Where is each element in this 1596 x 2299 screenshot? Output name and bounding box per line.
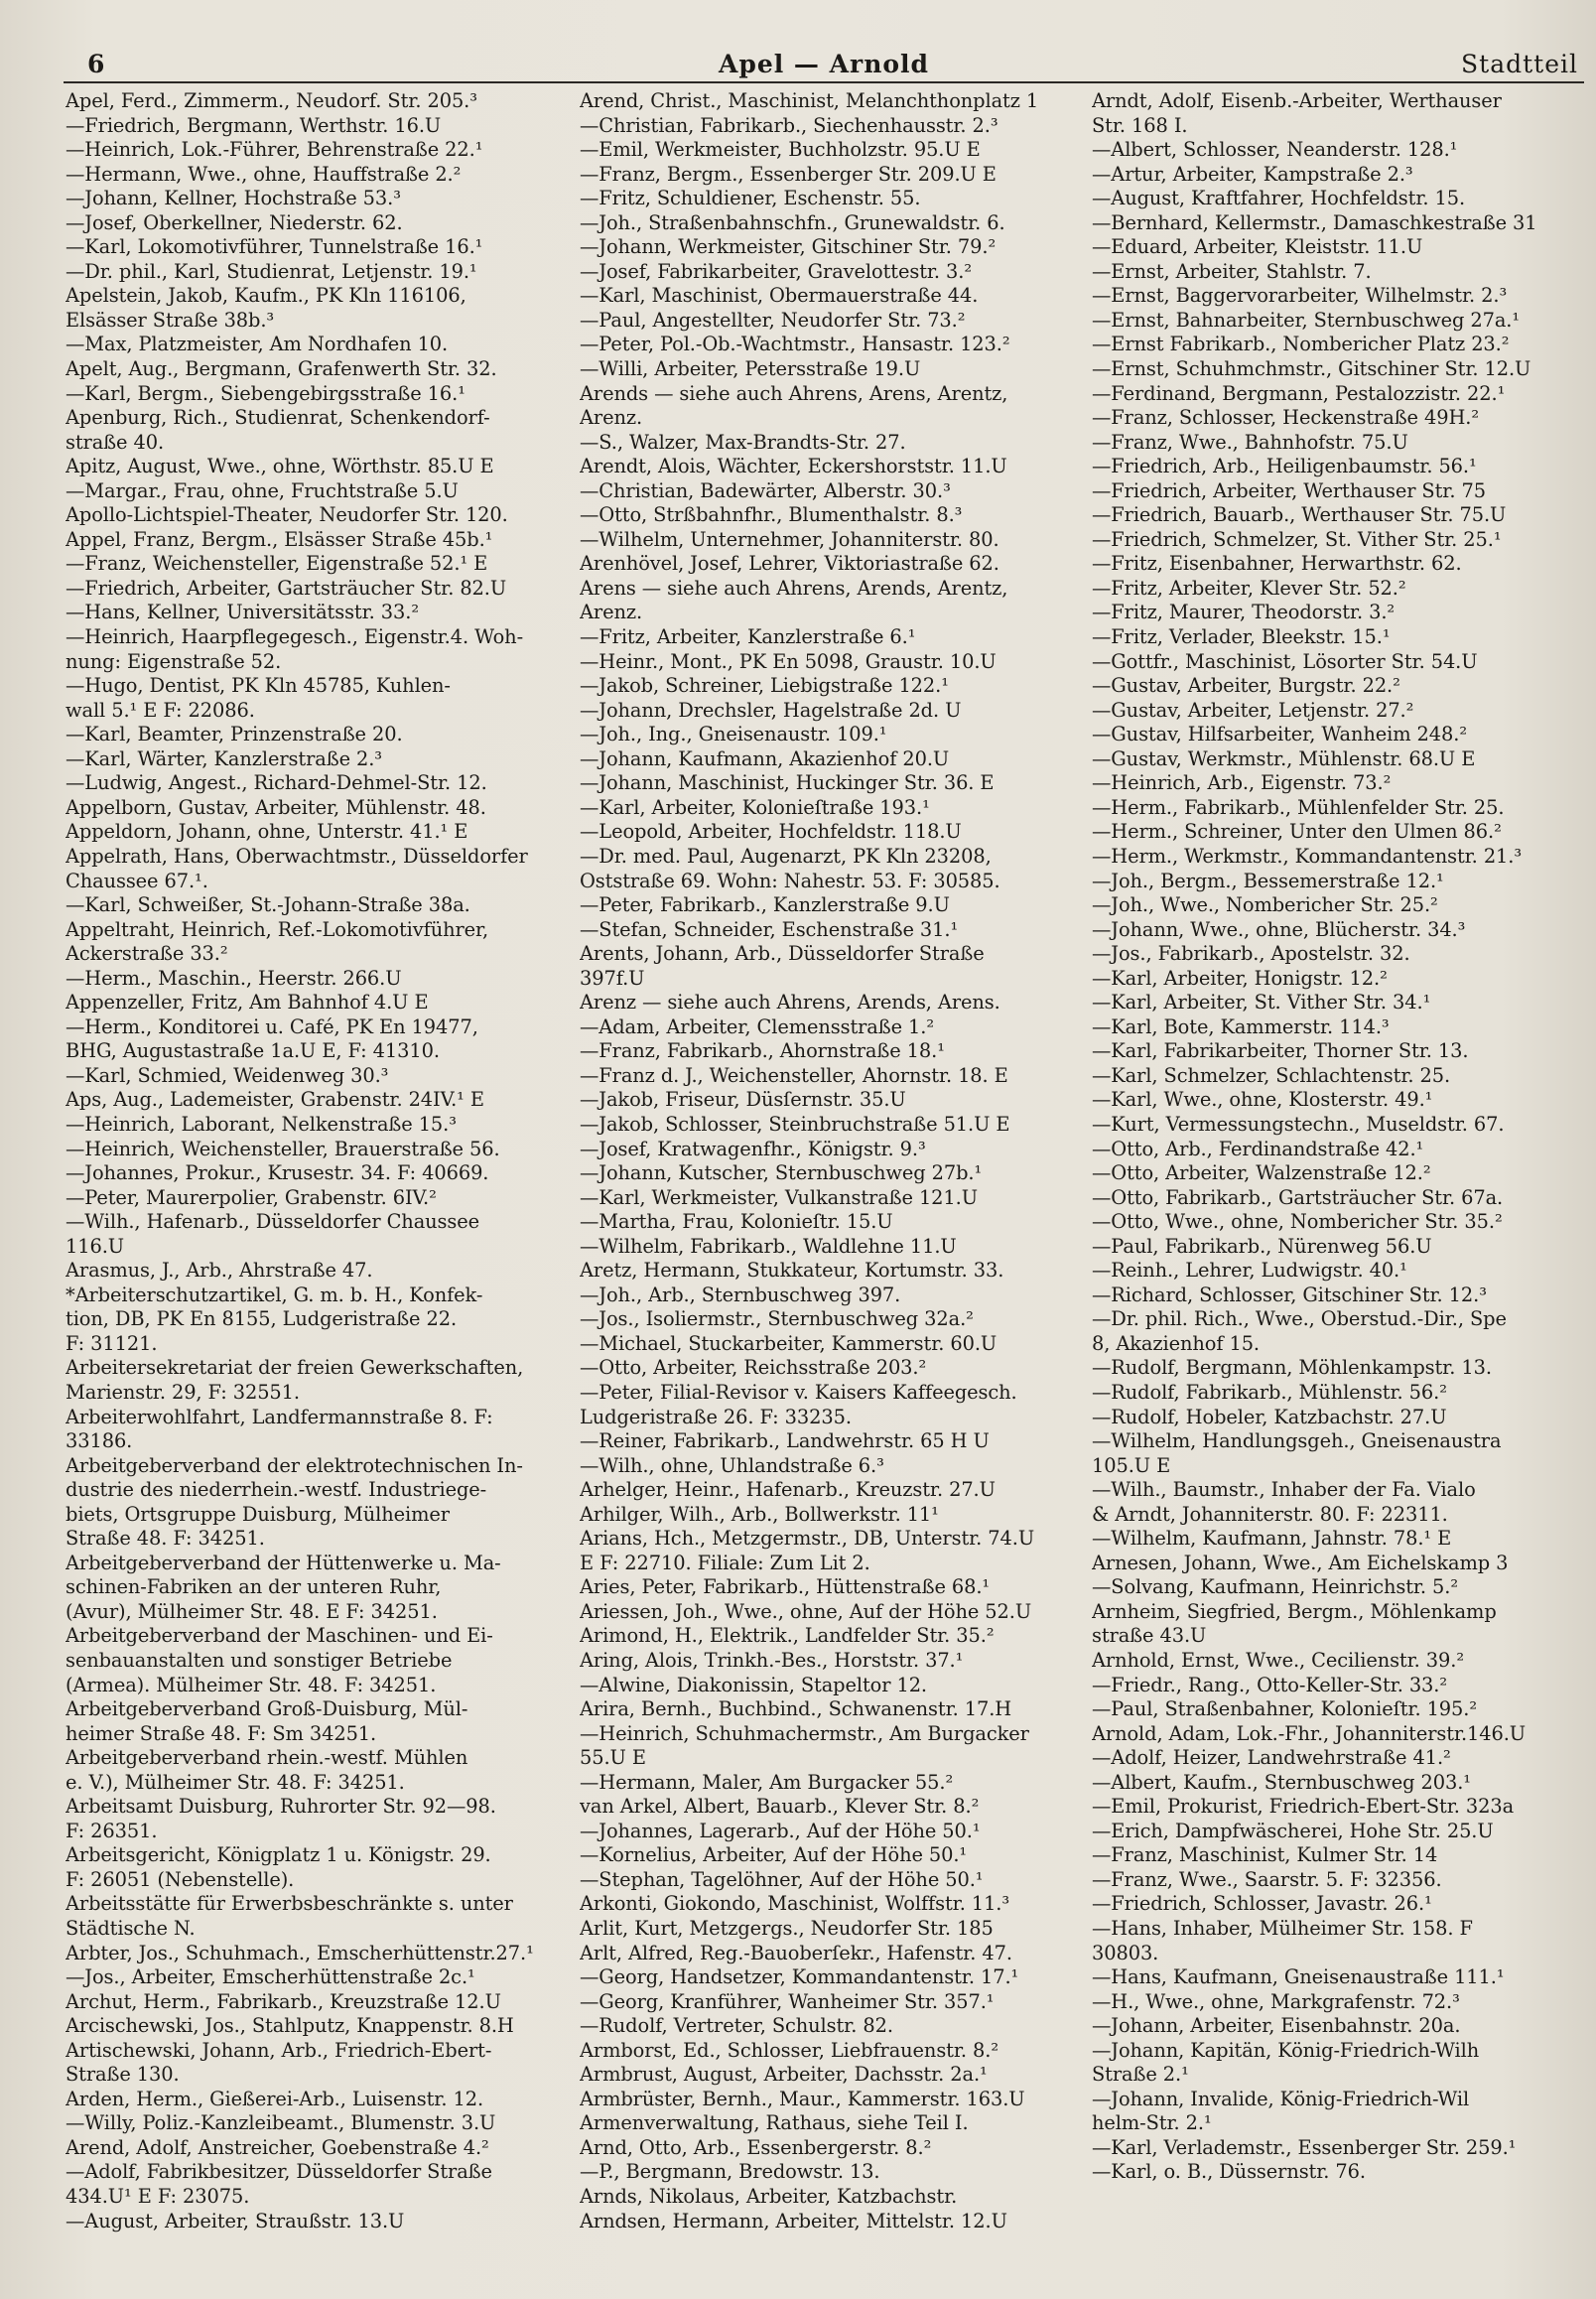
- directory-entry-line: Arnhold, Ernst, Wwe., Cecilienstr. 39.²: [1092, 1649, 1465, 1672]
- directory-entry-line: —Paul, Angestellter, Neudorfer Str. 73.²: [580, 308, 966, 332]
- directory-entry-line: —H., Wwe., ohne, Markgrafenstr. 72.³: [1092, 1989, 1460, 2013]
- directory-entry-line: Straße 48. F: 34251.: [66, 1527, 265, 1551]
- directory-entry-line: —Heinrich, Arb., Eigenstr. 73.²: [1092, 771, 1392, 795]
- directory-entry-line: Arians, Hch., Metzgermstr., DB, Unterstr. 74.U: [580, 1527, 1035, 1551]
- directory-entry-line: —Fritz, Maurer, Theodorstr. 3.²: [1092, 601, 1396, 624]
- directory-entry-line: straße 40.: [66, 430, 165, 454]
- directory-entry-line: —Max, Platzmeister, Am Nordhafen 10.: [66, 333, 449, 356]
- directory-entry-line: —Hermann, Maler, Am Burgacker 55.²: [580, 1770, 954, 1794]
- directory-entry-line: —Dr. phil. Rich., Wwe., Oberstud.-Dir., Spe: [1092, 1307, 1507, 1331]
- directory-entry-line: Armborst, Ed., Schlosser, Liebfrauenstr. 8.²: [580, 2038, 999, 2062]
- directory-entry-line: Appeldorn, Johann, ohne, Unterstr. 41.¹ E: [66, 820, 468, 844]
- directory-entry-line: —Friedr., Rang., Otto-Keller-Str. 33.²: [1092, 1673, 1448, 1696]
- directory-entry-line: —Heinrich, Haarpflegegesch., Eigenstr.4. Woh-: [66, 625, 524, 649]
- directory-entry-line: F: 26051 (Nebenstelle).: [66, 1867, 295, 1891]
- directory-entry-line: —Karl, Schmelzer, Schlachtenstr. 25.: [1092, 1063, 1451, 1087]
- directory-entry-line: —Stefan, Schneider, Eschenstraße 31.¹: [580, 917, 959, 941]
- directory-entry-line: Ariessen, Joh., Wwe., ohne, Auf der Höhe 52.U: [580, 1599, 1032, 1623]
- directory-entry-line: —Johannes, Prokur., Krusestr. 34. F: 40669.: [66, 1161, 489, 1185]
- directory-entry-line: —Heinrich, Schuhmachermstr., Am Burgacker: [580, 1721, 1029, 1745]
- directory-entry-line: —Friedrich, Bergmann, Werthstr. 16.U: [66, 113, 442, 137]
- directory-entry-line: —Friedrich, Arbeiter, Werthauser Str. 75: [1092, 478, 1486, 502]
- directory-entry-line: Arbter, Jos., Schuhmach., Emscherhüttenstr.27.¹: [66, 1941, 534, 1964]
- directory-entry-line: —Johann, Invalide, König-Friedrich-Wil: [1092, 2087, 1470, 2110]
- directory-entry-line: —Karl, Bergm., Siebengebirgsstraße 16.¹: [66, 381, 466, 405]
- directory-entry-line: —Richard, Schlosser, Gitschiner Str. 12.³: [1092, 1283, 1487, 1306]
- page-number: 6: [87, 50, 105, 78]
- directory-entry-line: *Arbeiterschutzartikel, G. m. b. H., Konfek-: [66, 1283, 483, 1306]
- directory-entry-line: —Hermann, Wwe., ohne, Hauffstraße 2.²: [66, 162, 462, 186]
- directory-entry-line: straße 43.U: [1092, 1624, 1207, 1648]
- directory-entry-line: —Wilh., ohne, Uhlandstraße 6.³: [580, 1453, 884, 1477]
- directory-entry-line: —Dr. med. Paul, Augenarzt, PK Kln 23208,: [580, 844, 992, 868]
- directory-entry-line: Armbrust, August, Arbeiter, Dachsstr. 2a.¹: [580, 2063, 988, 2087]
- directory-entry-line: —Hans, Kellner, Universitätsstr. 33.²: [66, 601, 420, 624]
- directory-entry-line: —Josef, Kratwagenfhr., Königstr. 9.³: [580, 1137, 926, 1160]
- directory-entry-line: Arbeitgeberverband der Hüttenwerke u. Ma-: [66, 1551, 501, 1574]
- directory-entry-line: —Johann, Kaufmann, Akazienhof 20.U: [580, 746, 950, 770]
- directory-entry-line: —Karl, Arbeiter, Kolonieſtraße 193.¹: [580, 795, 930, 819]
- directory-entry-line: —Franz, Fabrikarb., Ahornstraße 18.¹: [580, 1039, 945, 1063]
- directory-entry-line: Appelborn, Gustav, Arbeiter, Mühlenstr. 48.: [66, 795, 486, 819]
- directory-entry-line: —Ernst, Schuhmchmstr., Gitschiner Str. 12.U: [1092, 357, 1531, 381]
- directory-entry-line: —Johann, Kellner, Hochstraße 53.³: [66, 187, 401, 210]
- directory-entry-line: Arenhövel, Josef, Lehrer, Viktoriastraße 62.: [580, 552, 999, 576]
- directory-entry-line: —Herm., Werkmstr., Kommandantenstr. 21.³: [1092, 844, 1523, 868]
- directory-entry-line: —Wilhelm, Fabrikarb., Waldlehne 11.U: [580, 1234, 957, 1258]
- directory-entry-line: —Wilhelm, Kaufmann, Jahnstr. 78.¹ E: [1092, 1527, 1452, 1551]
- directory-entry-line: Armbrüster, Bernh., Maur., Kammerstr. 163.U: [580, 2087, 1025, 2110]
- directory-entry-line: —Herm., Konditorei u. Café, PK En 19477,: [66, 1014, 478, 1038]
- directory-entry-line: Arenz — siehe auch Ahrens, Arends, Arens.: [580, 991, 1000, 1014]
- directory-entry-line: —Friedrich, Schlosser, Javastr. 26.¹: [1092, 1892, 1432, 1916]
- directory-entry-line: —Martha, Frau, Kolonieſtr. 15.U: [580, 1210, 893, 1234]
- directory-entry-line: —Christian, Badewärter, Alberstr. 30.³: [580, 478, 951, 502]
- directory-entry-line: —Karl, Schmied, Weidenweg 30.³: [66, 1063, 389, 1087]
- directory-entry-line: —Emil, Prokurist, Friedrich-Ebert-Str. 323a: [1092, 1795, 1515, 1819]
- directory-entry-line: Arhilger, Wilh., Arb., Bollwerkstr. 11¹: [580, 1502, 939, 1526]
- directory-entry-line: —Wilhelm, Handlungsgeh., Gneisenaustra: [1092, 1429, 1502, 1453]
- directory-entry-line: —August, Kraftfahrer, Hochfeldstr. 15.: [1092, 187, 1466, 210]
- directory-entry-line: —Ernst Fabrikarb., Nombericher Platz 23.²: [1092, 333, 1510, 356]
- directory-entry-line: Arcischewski, Jos., Stahlputz, Knappenstr. 8.H: [66, 2014, 514, 2038]
- directory-entry-line: —Joh., Straßenbahnschfn., Grunewaldstr. 6.: [580, 210, 1005, 234]
- directory-entry-line: Arkonti, Giokondo, Maschinist, Wolffstr. 11.³: [580, 1892, 1010, 1916]
- directory-entry-line: —Peter, Maurerpolier, Grabenstr. 6IV.²: [66, 1185, 437, 1209]
- directory-entry-line: Arbeitsgericht, Königplatz 1 u. Königstr. 29.: [66, 1843, 491, 1867]
- directory-entry-line: 30803.: [1092, 1941, 1159, 1964]
- directory-entry-line: E F: 22710. Filiale: Zum Lit 2.: [580, 1551, 870, 1574]
- directory-entry-line: —Karl, Fabrikarbeiter, Thorner Str. 13.: [1092, 1039, 1469, 1063]
- directory-entry-line: —Hans, Kaufmann, Gneisenaustraße 111.¹: [1092, 1965, 1505, 1989]
- directory-entry-line: —Eduard, Arbeiter, Kleiststr. 11.U: [1092, 235, 1423, 259]
- directory-entry-line: —Hugo, Dentist, PK Kln 45785, Kuhlen-: [66, 674, 451, 698]
- directory-entry-line: Straße 130.: [66, 2063, 180, 2087]
- directory-entry-line: —Peter, Fabrikarb., Kanzlerstraße 9.U: [580, 893, 950, 917]
- directory-entry-line: —Fritz, Eisenbahner, Herwarthstr. 62.: [1092, 552, 1462, 576]
- directory-entry-line: Aries, Peter, Fabrikarb., Hüttenstraße 68.¹: [580, 1575, 991, 1599]
- directory-entry-line: Arens — siehe auch Ahrens, Arends, Arentz,: [580, 576, 1008, 600]
- directory-entry-line: Arndt, Adolf, Eisenb.-Arbeiter, Werthauser: [1092, 89, 1502, 112]
- directory-entry-line: Elsässer Straße 38b.³: [66, 308, 275, 332]
- directory-entry-line: Arenz.: [580, 601, 643, 624]
- directory-entry-line: —Karl, Beamter, Prinzenstraße 20.: [66, 723, 403, 746]
- directory-entry-line: —Willy, Poliz.-Kanzleibeamt., Blumenstr. 3.U: [66, 2111, 496, 2135]
- directory-entry-line: Arend, Christ., Maschinist, Melanchthonplatz 1: [580, 89, 1039, 112]
- directory-entry-line: —Kurt, Vermessungstechn., Museldstr. 67.: [1092, 1112, 1505, 1136]
- directory-entry-line: —Adam, Arbeiter, Clemensstraße 1.²: [580, 1014, 935, 1038]
- directory-entry-line: Archut, Herm., Fabrikarb., Kreuzstraße 12.U: [66, 1989, 501, 2013]
- directory-entry-line: —Jakob, Friseur, Düsſernstr. 35.U: [580, 1088, 906, 1112]
- directory-entry-line: Arends — siehe auch Ahrens, Arens, Arentz,: [580, 381, 1008, 405]
- directory-entry-line: Apelstein, Jakob, Kaufm., PK Kln 116106,: [66, 284, 466, 308]
- directory-entry-line: Aring, Alois, Trinkh.-Bes., Horststr. 37.¹: [580, 1649, 964, 1672]
- directory-entry-line: Arbeitgeberverband Groß-Duisburg, Mül-: [66, 1697, 468, 1721]
- directory-entry-line: —Ernst, Bahnarbeiter, Sternbuschweg 27a.¹: [1092, 308, 1521, 332]
- directory-entry-line: —Joh., Bergm., Bessemerstraße 12.¹: [1092, 869, 1444, 892]
- directory-entry-line: —Karl, Arbeiter, Honigstr. 12.²: [1092, 966, 1388, 990]
- directory-entry-line: (Armea). Mülheimer Str. 48. F: 34251.: [66, 1673, 437, 1696]
- directory-entry-line: Arents, Johann, Arb., Düsseldorfer Straße: [580, 942, 985, 966]
- directory-entry-line: 434.U¹ E F: 23075.: [66, 2185, 250, 2209]
- directory-entry-line: —Heinrich, Laborant, Nelkenstraße 15.³: [66, 1112, 457, 1136]
- directory-entry-line: —Karl, Verlademstr., Essenberger Str. 259.¹: [1092, 2135, 1517, 2159]
- directory-entry-line: —Paul, Straßenbahner, Kolonieſtr. 195.²: [1092, 1697, 1478, 1721]
- directory-entry-line: —Friedrich, Schmelzer, St. Vither Str. 25.¹: [1092, 527, 1502, 551]
- directory-entry-line: —Karl, Wärter, Kanzlerstraße 2.³: [66, 746, 382, 770]
- directory-entry-line: 55.U E: [580, 1746, 646, 1770]
- directory-entry-line: Arnheim, Siegfried, Bergm., Möhlenkamp: [1092, 1599, 1497, 1623]
- directory-entry-line: —Rudolf, Hobeler, Katzbachstr. 27.U: [1092, 1405, 1447, 1428]
- directory-entry-line: —Herm., Fabrikarb., Mühlenfelder Str. 25.: [1092, 795, 1505, 819]
- directory-entry-line: wall 5.¹ E F: 22086.: [66, 698, 255, 722]
- column-3: [1092, 89, 1594, 2185]
- directory-entry-line: dustrie des niederrhein.-westf. Industriege-: [66, 1478, 487, 1502]
- directory-entry-line: —Karl, Wwe., ohne, Klosterstr. 49.¹: [1092, 1088, 1433, 1112]
- directory-entry-line: —Franz, Maschinist, Kulmer Str. 14: [1092, 1843, 1438, 1867]
- directory-entry-line: —Herm., Maschin., Heerstr. 266.U: [66, 966, 402, 990]
- directory-entry-line: —Peter, Filial-Revisor v. Kaisers Kaffeegesch.: [580, 1380, 1017, 1404]
- directory-entry-line: —Friedrich, Arb., Heiligenbaumstr. 56.¹: [1092, 455, 1477, 478]
- directory-entry-line: —Wilh., Baumstr., Inhaber der Fa. Vialo: [1092, 1478, 1476, 1502]
- column-1: [66, 89, 576, 2233]
- directory-entry-line: Ludgeristraße 26. F: 33235.: [580, 1405, 852, 1428]
- directory-entry-line: —Reiner, Fabrikarb., Landwehrstr. 65 H U: [580, 1429, 990, 1453]
- directory-entry-line: Arnold, Adam, Lok.-Fhr., Johanniterstr.146.U: [1092, 1721, 1527, 1745]
- directory-entry-line: —Johann, Kutscher, Sternbuschweg 27b.¹: [580, 1161, 983, 1185]
- directory-entry-line: 105.U E: [1092, 1453, 1171, 1477]
- directory-entry-line: —Albert, Schlosser, Neanderstr. 128.¹: [1092, 138, 1458, 162]
- directory-entry-line: —Stephan, Tagelöhner, Auf der Höhe 50.¹: [580, 1867, 984, 1891]
- directory-entry-line: Appeltraht, Heinrich, Ref.-Lokomotivführer,: [66, 917, 489, 941]
- directory-entry-line: —Otto, Fabrikarb., Gartsträucher Str. 67a.: [1092, 1185, 1504, 1209]
- directory-entry-line: —Johann, Maschinist, Huckinger Str. 36. E: [580, 771, 995, 795]
- directory-entry-line: —Adolf, Heizer, Landwehrstraße 41.²: [1092, 1746, 1451, 1770]
- directory-entry-line: —Johann, Kapitän, König-Friedrich-Wilh: [1092, 2038, 1480, 2062]
- directory-entry-line: —Willi, Arbeiter, Petersstraße 19.U: [580, 357, 921, 381]
- directory-entry-line: Appelrath, Hans, Oberwachtmstr., Düsseldorfer: [66, 844, 528, 868]
- directory-entry-line: —Dr. phil., Karl, Studienrat, Letjenstr. 19.¹: [66, 259, 477, 283]
- directory-entry-line: —Emil, Werkmeister, Buchholzstr. 95.U E: [580, 138, 981, 162]
- directory-entry-line: Städtische N.: [66, 1917, 196, 1941]
- directory-entry-line: —Heinr., Mont., PK En 5098, Graustr. 10.U: [580, 649, 997, 673]
- directory-entry-line: —Fritz, Schuldiener, Eschenstr. 55.: [580, 187, 921, 210]
- directory-entry-line: Str. 168 I.: [1092, 113, 1188, 137]
- directory-entry-line: Straße 2.¹: [1092, 2063, 1189, 2087]
- directory-entry-line: —Franz, Bergm., Essenberger Str. 209.U E: [580, 162, 997, 186]
- directory-entry-line: —Rudolf, Vertreter, Schulstr. 82.: [580, 2014, 893, 2038]
- directory-entry-line: Apitz, August, Wwe., ohne, Wörthstr. 85.U E: [66, 455, 494, 478]
- directory-entry-line: —Heinrich, Weichensteller, Brauerstraße 56.: [66, 1137, 500, 1160]
- directory-entry-line: Arasmus, J., Arb., Ahrstraße 47.: [66, 1259, 373, 1283]
- directory-entry-line: Marienstr. 29, F: 32551.: [66, 1380, 300, 1404]
- directory-entry-line: —Gustav, Arbeiter, Burgstr. 22.²: [1092, 674, 1400, 698]
- directory-entry-line: —Franz, Weichensteller, Eigenstraße 52.¹ E: [66, 552, 488, 576]
- directory-entry-line: —August, Arbeiter, Straußstr. 13.U: [66, 2209, 405, 2232]
- directory-entry-line: —Solvang, Kaufmann, Heinrichstr. 5.²: [1092, 1575, 1459, 1599]
- directory-entry-line: —Jos., Arbeiter, Emscherhüttenstraße 2c.¹: [66, 1965, 475, 1989]
- directory-entry-line: heimer Straße 48. F: Sm 34251.: [66, 1721, 377, 1745]
- directory-entry-line: Aretz, Hermann, Stukkateur, Kortumstr. 33.: [580, 1259, 1004, 1283]
- directory-entry-line: —Hans, Inhaber, Mülheimer Str. 158. F: [1092, 1917, 1473, 1941]
- directory-entry-line: —Josef, Oberkellner, Niederstr. 62.: [66, 210, 403, 234]
- directory-entry-line: —Adolf, Fabrikbesitzer, Düsseldorfer Straße: [66, 2160, 492, 2184]
- directory-entry-line: —S., Walzer, Max-Brandts-Str. 27.: [580, 430, 906, 454]
- directory-entry-line: Arden, Herm., Gießerei-Arb., Luisenstr. 12.: [66, 2087, 484, 2110]
- directory-entry-line: —Otto, Wwe., ohne, Nombericher Str. 35.²: [1092, 1210, 1503, 1234]
- directory-entry-line: —Otto, Arb., Ferdinandstraße 42.¹: [1092, 1137, 1424, 1160]
- section-label: Stadtteil: [1461, 50, 1578, 78]
- directory-entry-line: Artischewski, Johann, Arb., Friedrich-Ebert-: [66, 2038, 492, 2062]
- directory-entry-line: —Karl, Maschinist, Obermauerstraße 44.: [580, 284, 979, 308]
- directory-entry-line: —Ernst, Arbeiter, Stahlstr. 7.: [1092, 259, 1372, 283]
- directory-entry-line: Chaussee 67.¹.: [66, 869, 208, 892]
- directory-entry-line: —Gustav, Arbeiter, Letjenstr. 27.²: [1092, 698, 1414, 722]
- directory-entry-line: —Ludwig, Angest., Richard-Dehmel-Str. 12.: [66, 771, 487, 795]
- directory-entry-line: 116.U: [66, 1234, 125, 1258]
- directory-entry-line: —Reinh., Lehrer, Ludwigstr. 40.¹: [1092, 1259, 1407, 1283]
- directory-entry-line: Arndsen, Hermann, Arbeiter, Mittelstr. 12.U: [580, 2209, 1007, 2232]
- directory-entry-line: —Fritz, Arbeiter, Klever Str. 52.²: [1092, 576, 1406, 600]
- directory-entry-line: —Bernhard, Kellermstr., Damaschkestraße 31: [1092, 210, 1537, 234]
- directory-entry-line: Arira, Bernh., Buchbind., Schwanenstr. 17.H: [580, 1697, 1012, 1721]
- directory-entry-line: Arbeitgeberverband rhein.-westf. Mühlen: [66, 1746, 468, 1770]
- directory-entry-line: —Johann, Arbeiter, Eisenbahnstr. 20a.: [1092, 2014, 1461, 2038]
- directory-entry-line: —Friedrich, Bauarb., Werthauser Str. 75.U: [1092, 503, 1507, 527]
- directory-entry-line: Arbeitersekretariat der freien Gewerkschaften,: [66, 1356, 524, 1380]
- directory-entry-line: F: 26351.: [66, 1819, 158, 1842]
- directory-entry-line: biets, Ortsgruppe Duisburg, Mülheimer: [66, 1502, 450, 1526]
- directory-entry-line: —Karl, Bote, Kammerstr. 114.³: [1092, 1014, 1390, 1038]
- directory-entry-line: senbauanstalten und sonstiger Betriebe: [66, 1649, 453, 1672]
- directory-entry-line: Ackerstraße 33.²: [66, 942, 228, 966]
- directory-entry-line: —Jos., Fabrikarb., Apostelstr. 32.: [1092, 942, 1410, 966]
- directory-entry-line: —Otto, Arbeiter, Reichsstraße 203.²: [580, 1356, 927, 1380]
- directory-entry-line: —Josef, Fabrikarbeiter, Gravelottestr. 3.²: [580, 259, 973, 283]
- directory-entry-line: —Paul, Fabrikarb., Nürenweg 56.U: [1092, 1234, 1432, 1258]
- directory-entry-line: —Joh., Wwe., Nombericher Str. 25.²: [1092, 893, 1438, 917]
- directory-entry-line: schinen-Fabriken an der unteren Ruhr,: [66, 1575, 442, 1599]
- directory-entry-line: Apel, Ferd., Zimmerm., Neudorf. Str. 205.³: [66, 89, 477, 112]
- directory-entry-line: Armenverwaltung, Rathaus, siehe Teil I.: [580, 2111, 969, 2135]
- directory-entry-line: —Peter, Pol.-Ob.-Wachtmstr., Hansastr. 123.²: [580, 333, 1010, 356]
- directory-entry-line: BHG, Augustastraße 1a.U E, F: 41310.: [66, 1039, 440, 1063]
- directory-entry-line: Arbeitsamt Duisburg, Ruhrorter Str. 92—98.: [66, 1795, 496, 1819]
- directory-entry-line: —Gottfr., Maschinist, Lösorter Str. 54.U: [1092, 649, 1478, 673]
- directory-entry-line: —Wilh., Hafenarb., Düsseldorfer Chaussee: [66, 1210, 479, 1234]
- directory-entry-line: —Margar., Frau, ohne, Fruchtstraße 5.U: [66, 478, 459, 502]
- directory-entry-line: Arhelger, Heinr., Hafenarb., Kreuzstr. 27.U: [580, 1478, 996, 1502]
- directory-entry-line: —Friedrich, Arbeiter, Gartsträucher Str. 82.U: [66, 576, 507, 600]
- directory-entry-line: Arenz.: [580, 406, 643, 430]
- directory-entry-line: van Arkel, Albert, Bauarb., Klever Str. 8.²: [580, 1795, 980, 1819]
- directory-entry-line: —Michael, Stuckarbeiter, Kammerstr. 60.U: [580, 1331, 998, 1355]
- directory-entry-line: —Johannes, Lagerarb., Auf der Höhe 50.¹: [580, 1819, 981, 1842]
- directory-entry-line: —Artur, Arbeiter, Kampstraße 2.³: [1092, 162, 1413, 186]
- directory-entry-line: —Karl, Lokomotivführer, Tunnelstraße 16.¹: [66, 235, 483, 259]
- directory-entry-line: Arbeitsstätte für Erwerbsbeschränkte s. unter: [66, 1892, 513, 1916]
- page-header: [64, 48, 1584, 83]
- directory-entry-line: —Georg, Kranführer, Wanheimer Str. 357.¹: [580, 1989, 995, 2013]
- directory-entry-line: nung: Eigenstraße 52.: [66, 649, 282, 673]
- directory-entry-line: Arnesen, Johann, Wwe., Am Eichelskamp 3: [1092, 1551, 1509, 1574]
- directory-entry-line: 8, Akazienhof 15.: [1092, 1331, 1261, 1355]
- directory-entry-line: Arlit, Kurt, Metzgergs., Neudorfer Str. 185: [580, 1917, 994, 1941]
- directory-entry-line: —Karl, Werkmeister, Vulkanstraße 121.U: [580, 1185, 978, 1209]
- directory-entry-line: 33186.: [66, 1429, 133, 1453]
- directory-entry-line: & Arndt, Johanniterstr. 80. F: 22311.: [1092, 1502, 1448, 1526]
- directory-entry-line: —Erich, Dampfwäscherei, Hohe Str. 25.U: [1092, 1819, 1494, 1842]
- directory-entry-line: —Joh., Arb., Sternbuschweg 397.: [580, 1283, 901, 1306]
- directory-entry-line: Arendt, Alois, Wächter, Eckershorststr. 11.U: [580, 455, 1007, 478]
- directory-entry-line: Arlt, Alfred, Reg.-Bauoberſekr., Hafenstr. 47.: [580, 1941, 1012, 1964]
- directory-entry-line: —Rudolf, Fabrikarb., Mühlenstr. 56.²: [1092, 1380, 1447, 1404]
- directory-entry-line: Arnd, Otto, Arb., Essenbergerstr. 8.²: [580, 2135, 932, 2159]
- directory-entry-line: —Herm., Schreiner, Unter den Ulmen 86.²: [1092, 820, 1502, 844]
- directory-entry-line: Apelt, Aug., Bergmann, Grafenwerth Str. 32.: [66, 357, 497, 381]
- directory-entry-line: Oststraße 69. Wohn: Nahestr. 53. F: 30585.: [580, 869, 1000, 892]
- running-head: Apel — Arnold: [718, 50, 930, 78]
- directory-entry-line: Arbeitgeberverband der elektrotechnischen In-: [66, 1453, 523, 1477]
- directory-entry-line: —Gustav, Werkmstr., Mühlenstr. 68.U E: [1092, 746, 1476, 770]
- directory-entry-line: —Kornelius, Arbeiter, Auf der Höhe 50.¹: [580, 1843, 968, 1867]
- column-2: [580, 89, 1090, 2233]
- directory-entry-line: —Rudolf, Bergmann, Möhlenkampstr. 13.: [1092, 1356, 1492, 1380]
- directory-entry-line: (Avur), Mülheimer Str. 48. E F: 34251.: [66, 1599, 438, 1623]
- directory-entry-line: Aps, Aug., Lademeister, Grabenstr. 24IV.¹ E: [66, 1088, 484, 1112]
- directory-entry-line: Apenburg, Rich., Studienrat, Schenkendorf-: [66, 406, 490, 430]
- directory-entry-line: —Wilhelm, Unternehmer, Johanniterstr. 80.: [580, 527, 999, 551]
- directory-entry-line: —P., Bergmann, Bredowstr. 13.: [580, 2160, 880, 2184]
- directory-entry-line: Arbeiterwohlfahrt, Landfermannstraße 8. F:: [66, 1405, 493, 1428]
- directory-entry-line: tion, DB, PK En 8155, Ludgeristraße 22.: [66, 1307, 458, 1331]
- directory-entry-line: Arimond, H., Elektrik., Landfelder Str. 35.²: [580, 1624, 995, 1648]
- directory-entry-line: —Karl, o. B., Düssernstr. 76.: [1092, 2160, 1366, 2184]
- directory-entry-line: Apollo-Lichtspiel-Theater, Neudorfer Str. 120.: [66, 503, 508, 527]
- directory-entry-line: —Fritz, Arbeiter, Kanzlerstraße 6.¹: [580, 625, 916, 649]
- directory-entry-line: —Joh., Ing., Gneisenaustr. 109.¹: [580, 723, 887, 746]
- directory-entry-line: —Karl, Arbeiter, St. Vither Str. 34.¹: [1092, 991, 1431, 1014]
- directory-entry-line: —Franz, Wwe., Bahnhofstr. 75.U: [1092, 430, 1408, 454]
- directory-entry-line: —Franz, Schlosser, Heckenstraße 49H.²: [1092, 406, 1480, 430]
- directory-entry-line: —Johann, Werkmeister, Gitschiner Str. 79.²: [580, 235, 997, 259]
- directory-entry-line: Arend, Adolf, Anstreicher, Goebenstraße 4.²: [66, 2135, 489, 2159]
- directory-entry-line: 397f.U: [580, 966, 645, 990]
- directory-entry-line: —Leopold, Arbeiter, Hochfeldstr. 118.U: [580, 820, 962, 844]
- directory-entry-line: —Alwine, Diakonissin, Stapeltor 12.: [580, 1673, 927, 1696]
- directory-entry-line: —Franz d. J., Weichensteller, Ahornstr. 18. E: [580, 1063, 1008, 1087]
- directory-entry-line: Arbeitgeberverband der Maschinen- und Ei-: [66, 1624, 493, 1648]
- directory-entry-line: —Johann, Wwe., ohne, Blücherstr. 34.³: [1092, 917, 1466, 941]
- directory-entry-line: —Christian, Fabrikarb., Siechenhausstr. 2.³: [580, 113, 998, 137]
- directory-entry-line: Appel, Franz, Bergm., Elsässer Straße 45b.¹: [66, 527, 493, 551]
- directory-entry-line: —Karl, Schweißer, St.-Johann-Straße 38a.: [66, 893, 470, 917]
- directory-entry-line: —Georg, Handsetzer, Kommandantenstr. 17.¹: [580, 1965, 1019, 1989]
- directory-entry-line: —Ferdinand, Bergmann, Pestalozzistr. 22.¹: [1092, 381, 1506, 405]
- directory-entry-line: —Gustav, Hilfsarbeiter, Wanheim 248.²: [1092, 723, 1468, 746]
- directory-entry-line: —Jakob, Schreiner, Liebigstraße 122.¹: [580, 674, 949, 698]
- directory-entry-line: —Otto, Strßbahnfhr., Blumenthalstr. 8.³: [580, 503, 963, 527]
- directory-entry-line: —Jos., Isoliermstr., Sternbuschweg 32a.²: [580, 1307, 974, 1331]
- directory-entry-line: —Jakob, Schlosser, Steinbruchstraße 51.U E: [580, 1112, 1010, 1136]
- directory-entry-line: —Otto, Arbeiter, Walzenstraße 12.²: [1092, 1161, 1431, 1185]
- directory-entry-line: —Franz, Wwe., Saarstr. 5. F: 32356.: [1092, 1867, 1442, 1891]
- directory-entry-line: Arnds, Nikolaus, Arbeiter, Katzbachstr.: [580, 2185, 958, 2209]
- directory-entry-line: —Fritz, Verlader, Bleekstr. 15.¹: [1092, 625, 1391, 649]
- directory-entry-line: F: 31121.: [66, 1331, 158, 1355]
- directory-entry-line: —Ernst, Baggervorarbeiter, Wilhelmstr. 2.³: [1092, 284, 1508, 308]
- directory-entry-line: —Heinrich, Lok.-Führer, Behrenstraße 22.¹: [66, 138, 483, 162]
- directory-entry-line: —Albert, Kaufm., Sternbuschweg 203.¹: [1092, 1770, 1471, 1794]
- directory-entry-line: —Johann, Drechsler, Hagelstraße 2d. U: [580, 698, 962, 722]
- directory-entry-line: e. V.), Mülheimer Str. 48. F: 34251.: [66, 1770, 405, 1794]
- directory-entry-line: Appenzeller, Fritz, Am Bahnhof 4.U E: [66, 991, 429, 1014]
- directory-entry-line: helm-Str. 2.¹: [1092, 2111, 1212, 2135]
